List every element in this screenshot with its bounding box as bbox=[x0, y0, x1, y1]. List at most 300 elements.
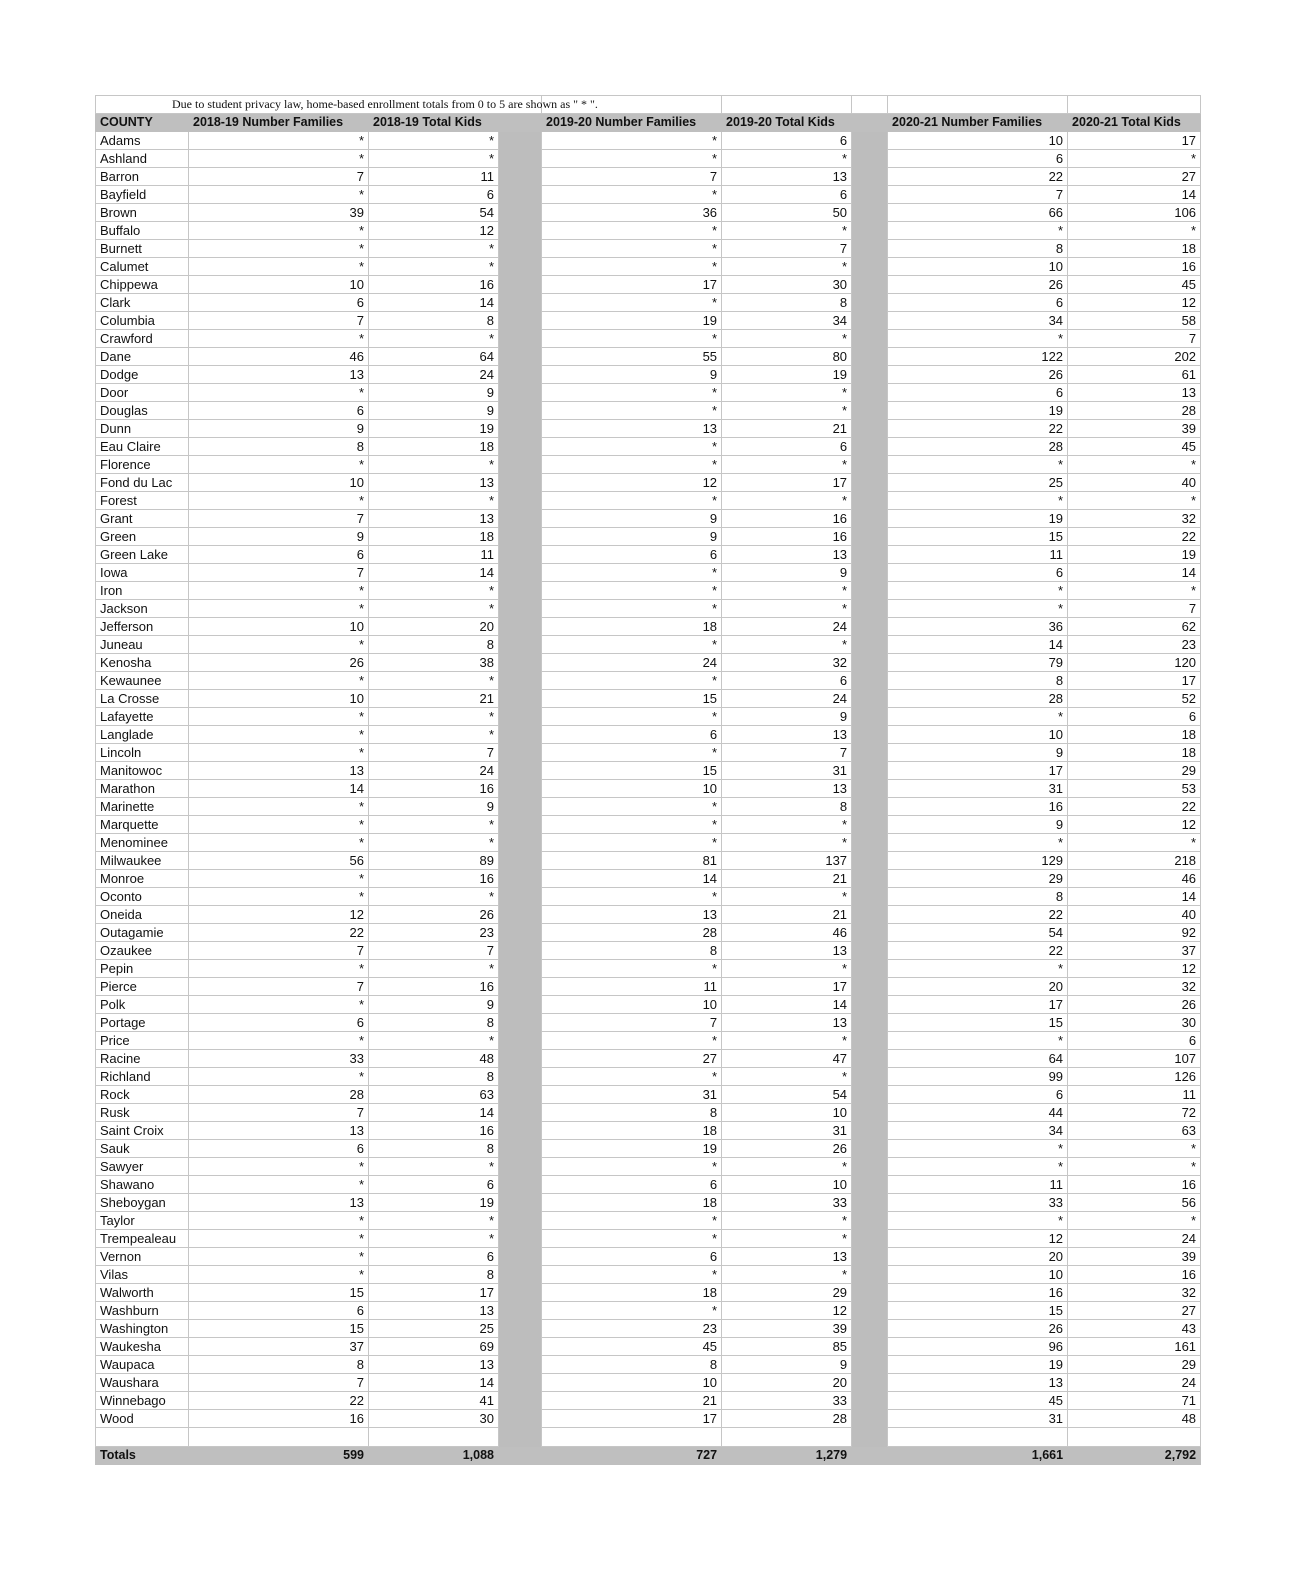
value-cell: 14 bbox=[369, 1374, 499, 1392]
value-cell: 16 bbox=[1068, 1176, 1201, 1194]
table-row bbox=[96, 906, 1201, 924]
value-cell: 7 bbox=[189, 942, 369, 960]
value-cell: * bbox=[542, 1158, 722, 1176]
value-cell: 15 bbox=[888, 528, 1068, 546]
county-cell: Vilas bbox=[96, 1266, 189, 1284]
table-row bbox=[96, 276, 1201, 294]
value-cell: * bbox=[542, 564, 722, 582]
gap-column bbox=[852, 240, 888, 258]
value-cell: 28 bbox=[542, 924, 722, 942]
value-cell: 9 bbox=[369, 384, 499, 402]
value-cell: 8 bbox=[369, 1068, 499, 1086]
value-cell: 7 bbox=[189, 564, 369, 582]
value-cell: 31 bbox=[542, 1086, 722, 1104]
value-cell: * bbox=[369, 456, 499, 474]
header-cell: 2019-20 Number Families bbox=[542, 114, 722, 132]
gap-column bbox=[499, 1320, 542, 1338]
value-cell: * bbox=[1068, 492, 1201, 510]
county-cell: Pierce bbox=[96, 978, 189, 996]
value-cell: 8 bbox=[722, 798, 852, 816]
value-cell: 1,661 bbox=[888, 1447, 1068, 1465]
value-cell: * bbox=[189, 744, 369, 762]
gap-column bbox=[852, 726, 888, 744]
value-cell: 45 bbox=[542, 1338, 722, 1356]
gap-column bbox=[499, 744, 542, 762]
empty-cell bbox=[722, 1428, 852, 1447]
gap-column bbox=[499, 1050, 542, 1068]
gap-column bbox=[499, 168, 542, 186]
header-cell: 2020-21 Number Families bbox=[888, 114, 1068, 132]
value-cell: * bbox=[369, 834, 499, 852]
table-row bbox=[96, 474, 1201, 492]
value-cell: * bbox=[189, 600, 369, 618]
value-cell: 34 bbox=[888, 312, 1068, 330]
value-cell: * bbox=[369, 132, 499, 150]
value-cell: 10 bbox=[888, 258, 1068, 276]
gap-column bbox=[499, 960, 542, 978]
value-cell: 99 bbox=[888, 1068, 1068, 1086]
value-cell: 12 bbox=[888, 1230, 1068, 1248]
table-row bbox=[96, 834, 1201, 852]
gap-column bbox=[852, 456, 888, 474]
value-cell: * bbox=[888, 492, 1068, 510]
value-cell: 7 bbox=[542, 168, 722, 186]
value-cell: 55 bbox=[542, 348, 722, 366]
value-cell: 30 bbox=[1068, 1014, 1201, 1032]
gap-column bbox=[852, 510, 888, 528]
gap-column bbox=[499, 1447, 542, 1465]
gap-column bbox=[499, 888, 542, 906]
value-cell: 89 bbox=[369, 852, 499, 870]
value-cell: 7 bbox=[888, 186, 1068, 204]
county-cell: Florence bbox=[96, 456, 189, 474]
value-cell: 18 bbox=[542, 1122, 722, 1140]
value-cell: 27 bbox=[1068, 168, 1201, 186]
value-cell: 40 bbox=[1068, 906, 1201, 924]
value-cell: 14 bbox=[369, 1104, 499, 1122]
value-cell: 28 bbox=[888, 438, 1068, 456]
value-cell: 24 bbox=[722, 618, 852, 636]
table-row bbox=[96, 348, 1201, 366]
value-cell: 46 bbox=[189, 348, 369, 366]
value-cell: 6 bbox=[189, 1014, 369, 1032]
value-cell: 54 bbox=[369, 204, 499, 222]
gap-column bbox=[852, 528, 888, 546]
gap-column bbox=[852, 600, 888, 618]
value-cell: 6 bbox=[189, 546, 369, 564]
value-cell: 6 bbox=[369, 186, 499, 204]
table-row bbox=[96, 1032, 1201, 1050]
value-cell: 20 bbox=[369, 618, 499, 636]
value-cell: * bbox=[1068, 834, 1201, 852]
table-row bbox=[96, 942, 1201, 960]
value-cell: * bbox=[888, 960, 1068, 978]
value-cell: 12 bbox=[369, 222, 499, 240]
county-cell: Wood bbox=[96, 1410, 189, 1428]
value-cell: * bbox=[542, 816, 722, 834]
value-cell: 16 bbox=[369, 276, 499, 294]
gap-column bbox=[499, 1140, 542, 1158]
gap-column bbox=[852, 708, 888, 726]
value-cell: 14 bbox=[1068, 186, 1201, 204]
gap-column bbox=[852, 384, 888, 402]
value-cell: 71 bbox=[1068, 1392, 1201, 1410]
value-cell: * bbox=[369, 1212, 499, 1230]
value-cell: 9 bbox=[369, 798, 499, 816]
value-cell: * bbox=[189, 1068, 369, 1086]
gap-column bbox=[499, 330, 542, 348]
county-cell: Saint Croix bbox=[96, 1122, 189, 1140]
gap-column bbox=[852, 1266, 888, 1284]
value-cell: * bbox=[542, 294, 722, 312]
gap-column bbox=[499, 996, 542, 1014]
value-cell: 25 bbox=[369, 1320, 499, 1338]
gap-column bbox=[852, 888, 888, 906]
county-cell: Vernon bbox=[96, 1248, 189, 1266]
value-cell: 9 bbox=[369, 996, 499, 1014]
value-cell: * bbox=[369, 888, 499, 906]
county-cell: Rusk bbox=[96, 1104, 189, 1122]
county-cell: Waupaca bbox=[96, 1356, 189, 1374]
gap-column bbox=[499, 492, 542, 510]
value-cell: 21 bbox=[542, 1392, 722, 1410]
value-cell: * bbox=[189, 996, 369, 1014]
value-cell: 7 bbox=[189, 312, 369, 330]
value-cell: 10 bbox=[189, 618, 369, 636]
value-cell: 46 bbox=[722, 924, 852, 942]
value-cell: 12 bbox=[189, 906, 369, 924]
value-cell: 50 bbox=[722, 204, 852, 222]
value-cell: * bbox=[189, 870, 369, 888]
value-cell: 16 bbox=[888, 798, 1068, 816]
gap-column bbox=[499, 1068, 542, 1086]
gap-column bbox=[499, 312, 542, 330]
county-cell: Polk bbox=[96, 996, 189, 1014]
value-cell: * bbox=[369, 240, 499, 258]
gap-column bbox=[852, 1050, 888, 1068]
table-row bbox=[96, 240, 1201, 258]
value-cell: 6 bbox=[1068, 1032, 1201, 1050]
value-cell: 56 bbox=[189, 852, 369, 870]
value-cell: 11 bbox=[542, 978, 722, 996]
value-cell: 13 bbox=[369, 510, 499, 528]
gap-column bbox=[852, 1338, 888, 1356]
value-cell: * bbox=[189, 222, 369, 240]
value-cell: * bbox=[722, 1068, 852, 1086]
table-row bbox=[96, 1230, 1201, 1248]
value-cell: 8 bbox=[542, 1104, 722, 1122]
value-cell: 8 bbox=[888, 240, 1068, 258]
table-row bbox=[96, 672, 1201, 690]
county-cell: Kenosha bbox=[96, 654, 189, 672]
value-cell: 14 bbox=[1068, 888, 1201, 906]
gap-column bbox=[499, 942, 542, 960]
value-cell: * bbox=[369, 1158, 499, 1176]
value-cell: 1,279 bbox=[722, 1447, 852, 1465]
county-cell: Adams bbox=[96, 132, 189, 150]
gap-column bbox=[499, 510, 542, 528]
value-cell: 18 bbox=[542, 618, 722, 636]
value-cell: 39 bbox=[722, 1320, 852, 1338]
table-row bbox=[96, 528, 1201, 546]
value-cell: 34 bbox=[722, 312, 852, 330]
value-cell: 6 bbox=[722, 438, 852, 456]
value-cell: 6 bbox=[189, 1140, 369, 1158]
county-cell: Douglas bbox=[96, 402, 189, 420]
value-cell: 12 bbox=[722, 1302, 852, 1320]
county-cell: Rock bbox=[96, 1086, 189, 1104]
value-cell: 7 bbox=[369, 942, 499, 960]
value-cell: 6 bbox=[888, 1086, 1068, 1104]
value-cell: 7 bbox=[1068, 600, 1201, 618]
gap-column bbox=[852, 1374, 888, 1392]
gap-column bbox=[499, 852, 542, 870]
value-cell: 24 bbox=[1068, 1230, 1201, 1248]
gap-column bbox=[499, 384, 542, 402]
value-cell: * bbox=[369, 816, 499, 834]
value-cell: * bbox=[542, 240, 722, 258]
value-cell: 22 bbox=[1068, 528, 1201, 546]
county-cell: Price bbox=[96, 1032, 189, 1050]
table-row bbox=[96, 816, 1201, 834]
value-cell: 1,088 bbox=[369, 1447, 499, 1465]
value-cell: * bbox=[542, 960, 722, 978]
county-cell: Brown bbox=[96, 204, 189, 222]
table-row bbox=[96, 546, 1201, 564]
value-cell: 16 bbox=[189, 1410, 369, 1428]
value-cell: 14 bbox=[189, 780, 369, 798]
value-cell: * bbox=[888, 1158, 1068, 1176]
empty-cell bbox=[852, 96, 888, 114]
value-cell: * bbox=[189, 384, 369, 402]
value-cell: 16 bbox=[722, 510, 852, 528]
totals-row bbox=[96, 1447, 1201, 1465]
value-cell: 58 bbox=[1068, 312, 1201, 330]
empty-cell bbox=[96, 1428, 189, 1447]
value-cell: 19 bbox=[888, 1356, 1068, 1374]
gap-column bbox=[852, 222, 888, 240]
table-row bbox=[96, 1320, 1201, 1338]
header-cell: 2018-19 Number Families bbox=[189, 114, 369, 132]
value-cell: * bbox=[542, 708, 722, 726]
value-cell: * bbox=[369, 708, 499, 726]
value-cell: * bbox=[542, 600, 722, 618]
value-cell: 10 bbox=[722, 1104, 852, 1122]
value-cell: * bbox=[888, 1212, 1068, 1230]
value-cell: 8 bbox=[369, 1266, 499, 1284]
value-cell: 6 bbox=[888, 294, 1068, 312]
gap-column bbox=[499, 1392, 542, 1410]
value-cell: 13 bbox=[722, 726, 852, 744]
table-row bbox=[96, 294, 1201, 312]
county-cell: Burnett bbox=[96, 240, 189, 258]
value-cell: 7 bbox=[189, 1104, 369, 1122]
value-cell: 10 bbox=[888, 726, 1068, 744]
value-cell: 7 bbox=[189, 1374, 369, 1392]
value-cell: * bbox=[369, 960, 499, 978]
value-cell: * bbox=[542, 744, 722, 762]
gap-column bbox=[852, 1122, 888, 1140]
value-cell: 41 bbox=[369, 1392, 499, 1410]
value-cell: 46 bbox=[1068, 870, 1201, 888]
gap-column bbox=[499, 456, 542, 474]
value-cell: * bbox=[722, 1212, 852, 1230]
value-cell: 18 bbox=[369, 438, 499, 456]
value-cell: 32 bbox=[1068, 978, 1201, 996]
value-cell: 6 bbox=[888, 150, 1068, 168]
value-cell: * bbox=[542, 222, 722, 240]
value-cell: 14 bbox=[369, 294, 499, 312]
gap-column bbox=[852, 168, 888, 186]
gap-column bbox=[499, 564, 542, 582]
value-cell: 14 bbox=[888, 636, 1068, 654]
value-cell: * bbox=[542, 186, 722, 204]
table-row bbox=[96, 1302, 1201, 1320]
county-cell: Kewaunee bbox=[96, 672, 189, 690]
gap-column bbox=[499, 600, 542, 618]
value-cell: 7 bbox=[189, 510, 369, 528]
value-cell: * bbox=[1068, 456, 1201, 474]
value-cell: 26 bbox=[888, 1320, 1068, 1338]
gap-column bbox=[852, 1320, 888, 1338]
gap-column bbox=[499, 780, 542, 798]
value-cell: * bbox=[189, 798, 369, 816]
value-cell: 31 bbox=[888, 780, 1068, 798]
value-cell: 33 bbox=[189, 1050, 369, 1068]
value-cell: 16 bbox=[1068, 1266, 1201, 1284]
gap-column bbox=[852, 1356, 888, 1374]
value-cell: 8 bbox=[888, 888, 1068, 906]
value-cell: * bbox=[542, 492, 722, 510]
value-cell: 19 bbox=[369, 420, 499, 438]
gap-column bbox=[852, 132, 888, 150]
value-cell: 9 bbox=[369, 402, 499, 420]
value-cell: 129 bbox=[888, 852, 1068, 870]
privacy-note-row bbox=[96, 96, 1201, 114]
value-cell: 727 bbox=[542, 1447, 722, 1465]
value-cell: 66 bbox=[888, 204, 1068, 222]
value-cell: 19 bbox=[888, 402, 1068, 420]
value-cell: 22 bbox=[888, 420, 1068, 438]
gap-column bbox=[852, 852, 888, 870]
value-cell: * bbox=[542, 1302, 722, 1320]
gap-column bbox=[499, 240, 542, 258]
value-cell: 13 bbox=[542, 906, 722, 924]
value-cell: * bbox=[189, 1032, 369, 1050]
value-cell: * bbox=[542, 672, 722, 690]
gap-column bbox=[852, 204, 888, 222]
value-cell: 22 bbox=[888, 906, 1068, 924]
county-cell: Sheboygan bbox=[96, 1194, 189, 1212]
value-cell: 7 bbox=[542, 1014, 722, 1032]
value-cell: 6 bbox=[888, 564, 1068, 582]
table-row bbox=[96, 690, 1201, 708]
value-cell: * bbox=[888, 1140, 1068, 1158]
table-row bbox=[96, 420, 1201, 438]
header-row bbox=[96, 114, 1201, 132]
value-cell: * bbox=[369, 1230, 499, 1248]
county-cell: Taylor bbox=[96, 1212, 189, 1230]
value-cell: * bbox=[722, 150, 852, 168]
value-cell: 28 bbox=[189, 1086, 369, 1104]
value-cell: 6 bbox=[189, 402, 369, 420]
value-cell: * bbox=[542, 798, 722, 816]
value-cell: * bbox=[189, 960, 369, 978]
value-cell: 32 bbox=[1068, 510, 1201, 528]
gap-column bbox=[852, 654, 888, 672]
value-cell: 7 bbox=[189, 978, 369, 996]
gap-column bbox=[852, 762, 888, 780]
value-cell: 23 bbox=[542, 1320, 722, 1338]
value-cell: 11 bbox=[1068, 1086, 1201, 1104]
table-row bbox=[96, 1014, 1201, 1032]
value-cell: * bbox=[888, 222, 1068, 240]
value-cell: 6 bbox=[369, 1248, 499, 1266]
gap-column bbox=[852, 744, 888, 762]
value-cell: 28 bbox=[888, 690, 1068, 708]
gap-column bbox=[499, 636, 542, 654]
value-cell: 27 bbox=[542, 1050, 722, 1068]
value-cell: * bbox=[542, 330, 722, 348]
value-cell: 13 bbox=[722, 1014, 852, 1032]
gap-column bbox=[499, 132, 542, 150]
value-cell: 23 bbox=[1068, 636, 1201, 654]
value-cell: * bbox=[189, 708, 369, 726]
gap-column bbox=[852, 960, 888, 978]
value-cell: 16 bbox=[369, 1122, 499, 1140]
county-cell: Green Lake bbox=[96, 546, 189, 564]
county-cell: Washburn bbox=[96, 1302, 189, 1320]
table-row bbox=[96, 492, 1201, 510]
gap-column bbox=[499, 726, 542, 744]
value-cell: * bbox=[542, 1230, 722, 1248]
county-cell: Marinette bbox=[96, 798, 189, 816]
gap-column bbox=[499, 618, 542, 636]
gap-column bbox=[499, 276, 542, 294]
county-cell: Trempealeau bbox=[96, 1230, 189, 1248]
value-cell: * bbox=[542, 456, 722, 474]
value-cell: 16 bbox=[369, 978, 499, 996]
value-cell: 17 bbox=[722, 978, 852, 996]
gap-column bbox=[852, 258, 888, 276]
value-cell: 29 bbox=[1068, 762, 1201, 780]
value-cell: 6 bbox=[722, 672, 852, 690]
value-cell: * bbox=[189, 1266, 369, 1284]
value-cell: 12 bbox=[1068, 960, 1201, 978]
value-cell: * bbox=[189, 726, 369, 744]
table-row bbox=[96, 1086, 1201, 1104]
county-cell: Outagamie bbox=[96, 924, 189, 942]
gap-column bbox=[499, 1122, 542, 1140]
value-cell: 599 bbox=[189, 1447, 369, 1465]
value-cell: 13 bbox=[722, 168, 852, 186]
gap-column bbox=[852, 564, 888, 582]
gap-column bbox=[852, 1284, 888, 1302]
empty-cell bbox=[1068, 1428, 1201, 1447]
gap-column bbox=[499, 348, 542, 366]
value-cell: 23 bbox=[369, 924, 499, 942]
gap-column bbox=[852, 150, 888, 168]
value-cell: 85 bbox=[722, 1338, 852, 1356]
table-row bbox=[96, 888, 1201, 906]
gap-column bbox=[852, 978, 888, 996]
value-cell: 14 bbox=[369, 564, 499, 582]
table-row bbox=[96, 618, 1201, 636]
value-cell: 106 bbox=[1068, 204, 1201, 222]
gap-column bbox=[852, 1086, 888, 1104]
gap-column bbox=[852, 1212, 888, 1230]
value-cell: * bbox=[722, 600, 852, 618]
